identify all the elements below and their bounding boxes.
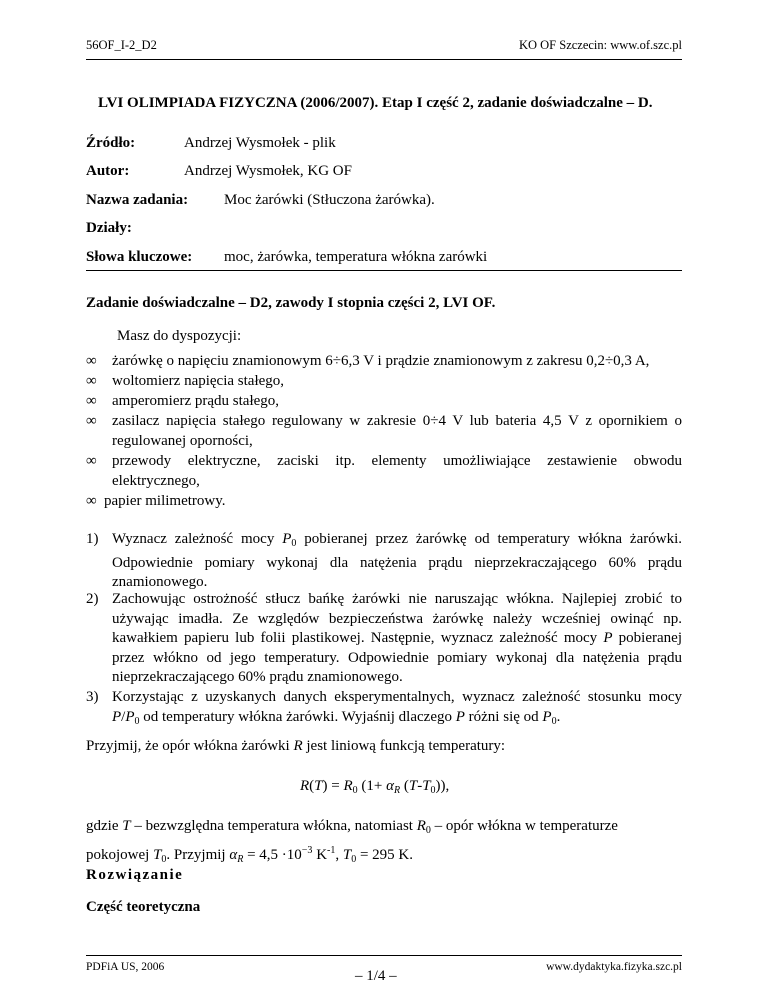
source-label: Źródło:	[86, 135, 136, 151]
solution-heading: Rozwiązanie	[86, 867, 184, 883]
list-item-text: przewody elektryczne, zaciski itp. elementy umożliwiające zestawienie obwodu elektrycznego,	[112, 453, 682, 489]
list-item	[86, 372, 682, 392]
meta-rule	[86, 270, 682, 271]
list-item	[86, 412, 682, 452]
infinity-bullet-icon: ∞	[86, 373, 97, 389]
footer-rule	[86, 955, 682, 956]
infinity-bullet-icon: ∞	[86, 353, 97, 369]
list-item	[86, 452, 682, 492]
source-value: Andrzej Wysmołek - plik	[184, 135, 336, 151]
keywords-label: Słowa kluczowe:	[86, 249, 193, 265]
infinity-bullet-icon: ∞	[86, 493, 97, 509]
keywords-value: moc, żarówka, temperatura włókna zarówki	[224, 249, 488, 265]
step-number: 3)	[86, 689, 99, 705]
page-number: – 1/4 –	[355, 968, 397, 984]
infinity-bullet-icon: ∞	[86, 453, 97, 469]
step-text: Wyznacz zależność mocy $P_0$ pobieranej przez żarówkę od temperatury włókna żarówki. Odpowiednie pomiary wykonaj dla natężenia prądu nieprzekraczającego 60% prądu znamionowego.	[112, 531, 682, 590]
list-item-text: woltomierz napięcia stałego,	[112, 373, 285, 389]
step-3	[86, 688, 682, 728]
footer-left: PDFiA US, 2006	[86, 961, 165, 973]
intro-text: Masz do dyspozycji:	[117, 328, 242, 344]
step-text: Korzystając z uzyskanych danych eksperymentalnych, wyznacz zależność stosunku mocy $P/P_0$ od temperatury włókna żarówki. Wyjaśnij dlaczego P różni się od $P_0$.	[112, 689, 682, 727]
list-item-text: żarówkę o napięciu znamionowym 6÷6,3 V i prądzie znamionowym z zakresu 0,2÷0,3 A,	[112, 353, 650, 369]
infinity-bullet-icon: ∞	[86, 413, 97, 429]
header-right: KO OF Szczecin: www.of.szc.pl	[518, 38, 682, 52]
where-text: gdzie T – bezwzględna temperatura włókna, natomiast $R_0$ – opór włókna w temperaturze pokojowej $T_0$. Przyjmij $\alpha_R = 4,5 \cdot 10^{-3}$ $K^{-1}$, $T_0 = 295$ K.	[86, 818, 618, 865]
page-title: LVI OLIMPIADA FIZYCZNA (2006/2007). Etap I część 2, zadanie doświadczalne – D.	[98, 95, 653, 111]
footer-right: www.dydaktyka.fizyka.szc.pl	[546, 961, 682, 973]
sections-label: Działy:	[86, 220, 132, 236]
step-number: 1)	[86, 531, 99, 547]
theory-heading: Część teoretyczna	[86, 899, 201, 915]
list-item	[86, 352, 682, 372]
list-item-text: papier milimetrowy.	[104, 493, 226, 509]
step-1	[86, 530, 682, 590]
list-item-text: zasilacz napięcia stałego regulowany w zakresie 0÷4 V lub bateria 4,5 V z opornikiem o regulowanej oporności,	[112, 413, 682, 449]
infinity-bullet-icon: ∞	[86, 393, 97, 409]
list-item-text: amperomierz prądu stałego,	[112, 393, 280, 409]
task-name-label: Nazwa zadania:	[86, 192, 189, 208]
step-2	[86, 590, 682, 688]
step-text: Zachowując ostrożność stłucz bańkę żarówki nie naruszając włókna. Najlepiej zrobić to używając imadła. Ze względów bezpieczeństwa żarówkę należy wcześniej owinąć np. kawałkiem papieru lub folii plastikowej. Następnie, wyznacz zależność mocy P pobieranej przez włókno od jego temperatury. Odpowiednie pomiary wykonaj dla natężenia prądu nieprzekraczającego 60% prądu znamionowego.	[112, 591, 682, 685]
author-value: Andrzej Wysmołek, KG OF	[184, 163, 352, 179]
step-number: 2)	[86, 591, 99, 607]
list-item	[86, 492, 682, 512]
task-heading: Zadanie doświadczalne – D2, zawody I stopnia części 2, LVI OF.	[86, 295, 496, 311]
author-label: Autor:	[86, 163, 130, 179]
assumption-text: Przyjmij, że opór włókna żarówki R jest liniową funkcją temperatury:	[86, 738, 506, 754]
list-item	[86, 392, 682, 412]
header-left: 56OF_I-2_D2	[86, 38, 157, 52]
resistance-formula: $R(T) = R_0$ ($1+ \alpha_R$ $(T-T_0)$),	[300, 778, 450, 796]
header-rule	[86, 59, 682, 60]
task-name-value: Moc żarówki (Stłuczona żarówka).	[224, 192, 435, 208]
